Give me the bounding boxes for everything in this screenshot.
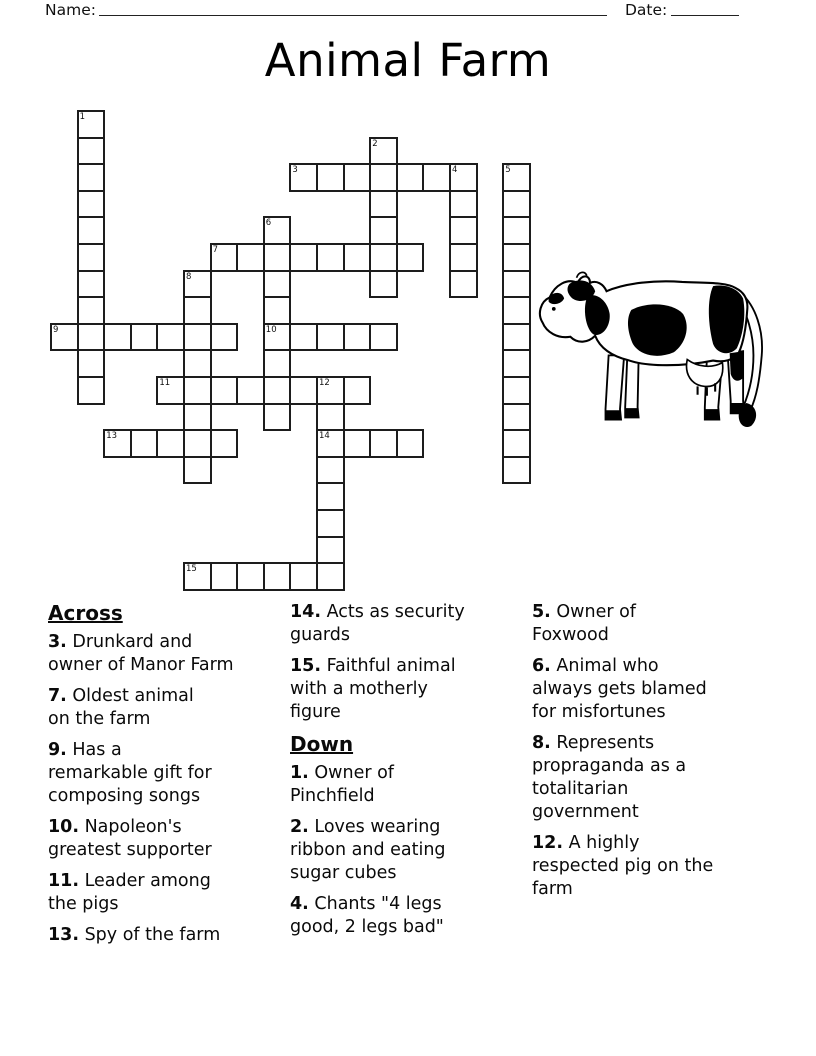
grid-cell[interactable] xyxy=(502,190,531,219)
grid-cell[interactable] xyxy=(77,110,106,139)
date-label: Date: xyxy=(625,1,668,19)
grid-cell[interactable] xyxy=(263,323,292,352)
clue-column xyxy=(48,601,298,955)
grid-cell[interactable] xyxy=(77,349,106,378)
grid-cell[interactable] xyxy=(263,243,292,272)
grid-cell[interactable] xyxy=(449,243,478,272)
clue-13: 13. Spy of the farm xyxy=(48,925,221,945)
clue-6: 6. Animal who always gets blamed for misfortunes xyxy=(532,656,707,722)
grid-cell[interactable] xyxy=(502,216,531,245)
grid-cell[interactable] xyxy=(103,429,132,458)
grid-cell[interactable] xyxy=(502,429,531,458)
grid-cell[interactable] xyxy=(369,137,398,166)
grid-cell[interactable] xyxy=(289,562,318,591)
name-label: Name: xyxy=(45,1,96,19)
grid-cell[interactable] xyxy=(210,562,239,591)
cell-number: 11 xyxy=(159,378,171,388)
grid-cell[interactable] xyxy=(316,509,345,538)
grid-cell[interactable] xyxy=(369,270,398,299)
clue-number: 15. xyxy=(290,656,322,676)
grid-cell[interactable] xyxy=(77,376,106,405)
clue-number: 6. xyxy=(532,656,551,676)
grid-cell[interactable] xyxy=(369,429,398,458)
grid-cell[interactable] xyxy=(316,376,345,405)
grid-cell[interactable] xyxy=(183,456,212,485)
grid-cell[interactable] xyxy=(343,243,372,272)
grid-cell[interactable] xyxy=(77,190,106,219)
grid-cell[interactable] xyxy=(50,323,79,352)
grid-cell[interactable] xyxy=(316,456,345,485)
clue-number: 10. xyxy=(48,817,80,837)
grid-cell[interactable] xyxy=(369,190,398,219)
clue-12: 12. A highly respected pig on the farm xyxy=(532,833,714,899)
clue-1: 1. Owner of Pinchfield xyxy=(290,763,394,806)
grid-cell[interactable] xyxy=(210,323,239,352)
grid-cell[interactable] xyxy=(449,270,478,299)
grid-cell[interactable] xyxy=(449,216,478,245)
down-header: Down xyxy=(290,732,354,756)
cell-number: 5 xyxy=(505,165,511,176)
clue-11: 11. Leader among the pigs xyxy=(48,871,211,914)
clue-14: 14. Acts as security guards xyxy=(290,602,465,645)
clue-9: 9. Has a remarkable gift for composing songs xyxy=(48,740,212,806)
cell-number: 14 xyxy=(319,431,330,442)
grid-cell[interactable] xyxy=(263,376,292,405)
grid-cell[interactable] xyxy=(77,323,106,352)
grid-cell[interactable] xyxy=(502,456,531,485)
grid-cell[interactable] xyxy=(396,243,425,272)
cell-number: 7 xyxy=(212,245,219,255)
cow-icon xyxy=(530,256,770,432)
cell-number: 13 xyxy=(106,431,118,442)
grid-cell[interactable] xyxy=(316,243,345,272)
grid-cell[interactable] xyxy=(236,562,265,591)
grid-cell[interactable] xyxy=(316,482,345,511)
clue-number: 14. xyxy=(290,602,322,622)
grid-cell[interactable] xyxy=(316,163,345,192)
grid-cell[interactable] xyxy=(502,376,531,405)
grid-cell[interactable] xyxy=(263,270,292,299)
grid-cell[interactable] xyxy=(502,243,531,272)
grid-cell[interactable] xyxy=(183,429,212,458)
clue-number: 11. xyxy=(48,871,80,891)
grid-cell[interactable] xyxy=(183,376,212,405)
grid-cell[interactable] xyxy=(316,403,345,432)
cell-number: 12 xyxy=(319,378,330,388)
grid-cell[interactable] xyxy=(77,270,106,299)
grid-cell[interactable] xyxy=(343,429,372,458)
grid-cell[interactable] xyxy=(289,376,318,405)
clue-column xyxy=(532,601,782,909)
grid-cell[interactable] xyxy=(369,216,398,245)
grid-cell[interactable] xyxy=(422,163,451,192)
grid-cell[interactable] xyxy=(343,323,372,352)
clue-10: 10. Napoleon's greatest supporter xyxy=(48,817,212,860)
grid-cell[interactable] xyxy=(130,429,159,458)
clue-8: 8. Represents propraganda as a totalitarian government xyxy=(532,733,687,822)
grid-cell[interactable] xyxy=(502,296,531,325)
grid-cell[interactable] xyxy=(183,349,212,378)
grid-cell[interactable] xyxy=(396,163,425,192)
grid-cell[interactable] xyxy=(449,190,478,219)
clue-3: 3. Drunkard and owner of Manor Farm xyxy=(48,632,234,675)
grid-cell[interactable] xyxy=(156,429,185,458)
grid-cell[interactable] xyxy=(263,296,292,325)
grid-cell[interactable] xyxy=(316,323,345,352)
cell-number: 1 xyxy=(79,112,86,122)
grid-cell[interactable] xyxy=(77,216,106,245)
clue-7: 7. Oldest animal on the farm xyxy=(48,686,194,729)
grid-cell[interactable] xyxy=(156,323,185,352)
grid-cell[interactable] xyxy=(263,216,292,245)
clue-5: 5. Owner of Foxwood xyxy=(532,602,636,645)
grid-cell[interactable] xyxy=(77,163,106,192)
grid-cell[interactable] xyxy=(502,403,531,432)
grid-cell[interactable] xyxy=(210,429,239,458)
grid-cell[interactable] xyxy=(343,163,372,192)
clue-number: 12. xyxy=(532,833,564,853)
grid-cell[interactable] xyxy=(183,323,212,352)
grid-cell[interactable] xyxy=(289,323,318,352)
clue-number: 3. xyxy=(48,632,67,652)
grid-cell[interactable] xyxy=(343,376,372,405)
clue-number: 4. xyxy=(290,894,309,914)
grid-cell[interactable] xyxy=(369,163,398,192)
grid-cell[interactable] xyxy=(103,323,132,352)
page-title: Animal Farm xyxy=(264,34,552,87)
grid-cell[interactable] xyxy=(316,562,345,591)
grid-cell[interactable] xyxy=(502,349,531,378)
grid-cell[interactable] xyxy=(183,403,212,432)
clue-4: 4. Chants "4 legs good, 2 legs bad" xyxy=(290,894,444,937)
clue-number: 13. xyxy=(48,925,80,945)
grid-cell[interactable] xyxy=(369,323,398,352)
grid-cell[interactable] xyxy=(369,243,398,272)
clue-2: 2. Loves wearing ribbon and eating sugar cubes xyxy=(290,817,446,883)
grid-cell[interactable] xyxy=(210,376,239,405)
clue-number: 1. xyxy=(290,763,309,783)
cell-number: 2 xyxy=(372,138,378,149)
grid-cell[interactable] xyxy=(289,163,318,192)
grid-cell[interactable] xyxy=(316,429,345,458)
grid-cell[interactable] xyxy=(77,296,106,325)
grid-cell[interactable] xyxy=(502,323,531,352)
grid-cell[interactable] xyxy=(77,243,106,272)
cell-number: 9 xyxy=(53,324,59,335)
grid-cell[interactable] xyxy=(449,163,478,192)
cow-image xyxy=(530,256,770,432)
grid-cell[interactable] xyxy=(183,270,212,299)
clue-number: 2. xyxy=(290,817,309,837)
clue-number: 5. xyxy=(532,602,551,622)
grid-cell[interactable] xyxy=(263,349,292,378)
across-header: Across xyxy=(48,601,123,625)
cell-number: 4 xyxy=(452,165,458,176)
grid-cell[interactable] xyxy=(156,376,185,405)
clue-15: 15. Faithful animal with a motherly figure xyxy=(290,656,456,722)
clue-number: 8. xyxy=(532,733,551,753)
grid-cell[interactable] xyxy=(236,376,265,405)
grid-cell[interactable] xyxy=(183,562,212,591)
grid-cell[interactable] xyxy=(316,536,345,565)
grid-cell[interactable] xyxy=(502,163,531,192)
grid-cell[interactable] xyxy=(263,403,292,432)
grid-cell[interactable] xyxy=(502,270,531,299)
cell-number: 3 xyxy=(292,165,298,176)
clue-number: 9. xyxy=(48,740,67,760)
grid-cell[interactable] xyxy=(236,243,265,272)
cell-number: 8 xyxy=(186,271,192,282)
grid-cell[interactable] xyxy=(77,137,106,166)
grid-cell[interactable] xyxy=(183,296,212,325)
cell-number: 15 xyxy=(186,564,197,575)
clue-column xyxy=(290,601,540,947)
grid-cell[interactable] xyxy=(289,243,318,272)
grid-cell[interactable] xyxy=(263,562,292,591)
cell-number: 6 xyxy=(265,218,272,229)
cell-number: 10 xyxy=(265,324,277,335)
grid-cell[interactable] xyxy=(130,323,159,352)
clue-number: 7. xyxy=(48,686,67,706)
grid-cell[interactable] xyxy=(210,243,239,272)
grid-cell[interactable] xyxy=(396,429,425,458)
